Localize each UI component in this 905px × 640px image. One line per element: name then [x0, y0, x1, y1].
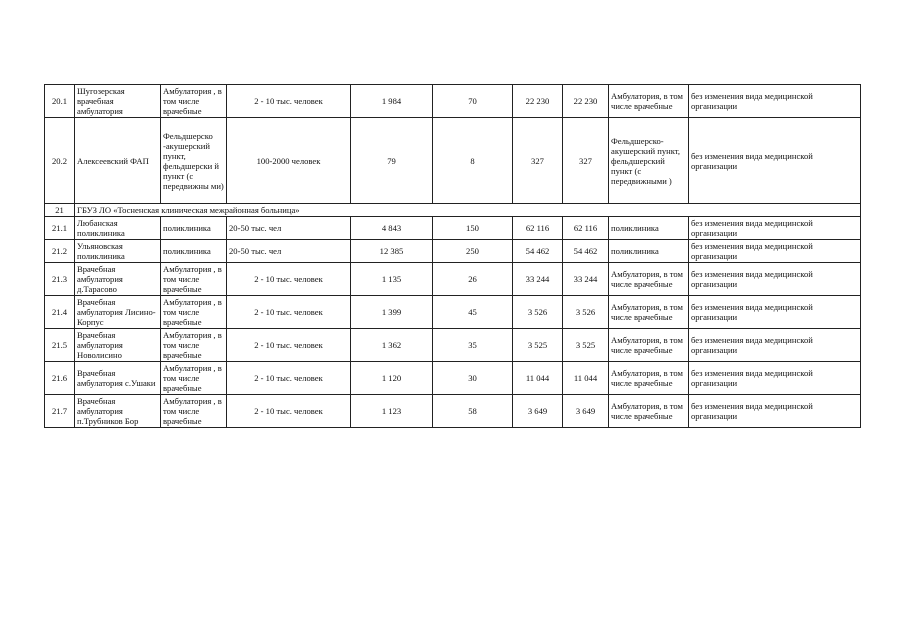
value-2: 8 — [433, 118, 513, 204]
facility-type: Фельдшерско -акушерский пункт, фельдшерски й пункт (с передвижны ми) — [161, 118, 227, 204]
row-number: 21.1 — [45, 217, 75, 240]
value-4: 54 462 — [563, 240, 609, 263]
row-number: 21.2 — [45, 240, 75, 263]
new-facility-type: Фельдшерско- акушерский пункт, фельдшерский пункт (с передвижными ) — [609, 118, 689, 204]
new-facility-type: Амбулатория, в том числе врачебные — [609, 85, 689, 118]
table-row — [45, 240, 861, 263]
row-number: 21.5 — [45, 329, 75, 362]
value-1: 79 — [351, 118, 433, 204]
value-1: 12 385 — [351, 240, 433, 263]
new-facility-type: Амбулатория, в том числе врачебные — [609, 362, 689, 395]
facility-type: поликлиника — [161, 240, 227, 263]
value-4: 3 526 — [563, 296, 609, 329]
facility-type: Амбулатория , в том числе врачебные — [161, 85, 227, 118]
table-row — [45, 263, 861, 296]
row-number: 21.6 — [45, 362, 75, 395]
note: без изменения вида медицинской организации — [689, 240, 861, 263]
value-2: 58 — [433, 395, 513, 428]
value-4: 62 116 — [563, 217, 609, 240]
note: без изменения вида медицинской организации — [689, 329, 861, 362]
value-1: 1 135 — [351, 263, 433, 296]
population-range: 100-2000 человек — [227, 118, 351, 204]
facility-name: Шугозерская врачебная амбулатория — [75, 85, 161, 118]
note: без изменения вида медицинской организации — [689, 118, 861, 204]
medical-organizations-table — [44, 84, 861, 428]
table-row — [45, 329, 861, 362]
new-facility-type: Амбулатория, в том числе врачебные — [609, 296, 689, 329]
facility-name: Алексеевский ФАП — [75, 118, 161, 204]
population-range: 2 - 10 тыс. человек — [227, 329, 351, 362]
new-facility-type: поликлиника — [609, 240, 689, 263]
value-3: 3 526 — [513, 296, 563, 329]
population-range: 2 - 10 тыс. человек — [227, 362, 351, 395]
facility-name: Врачебная амбулатория Новолисино — [75, 329, 161, 362]
value-3: 3 525 — [513, 329, 563, 362]
note: без изменения вида медицинской организации — [689, 296, 861, 329]
value-1: 4 843 — [351, 217, 433, 240]
value-2: 150 — [433, 217, 513, 240]
population-range: 2 - 10 тыс. человек — [227, 263, 351, 296]
facility-name: Ульяновская поликлиника — [75, 240, 161, 263]
value-1: 1 399 — [351, 296, 433, 329]
row-number: 21.3 — [45, 263, 75, 296]
facility-name: Врачебная амбулатория Лисино-Корпус — [75, 296, 161, 329]
value-2: 30 — [433, 362, 513, 395]
value-4: 3 525 — [563, 329, 609, 362]
new-facility-type: поликлиника — [609, 217, 689, 240]
population-range: 2 - 10 тыс. человек — [227, 85, 351, 118]
value-3: 22 230 — [513, 85, 563, 118]
facility-name: Любанская поликлиника — [75, 217, 161, 240]
row-number: 21.7 — [45, 395, 75, 428]
section-row — [45, 204, 861, 217]
note: без изменения вида медицинской организации — [689, 263, 861, 296]
table-row — [45, 85, 861, 118]
new-facility-type: Амбулатория, в том числе врачебные — [609, 263, 689, 296]
table-row — [45, 217, 861, 240]
row-number: 20.2 — [45, 118, 75, 204]
table-row — [45, 296, 861, 329]
value-3: 3 649 — [513, 395, 563, 428]
value-4: 33 244 — [563, 263, 609, 296]
new-facility-type: Амбулатория, в том числе врачебные — [609, 395, 689, 428]
new-facility-type: Амбулатория, в том числе врачебные — [609, 329, 689, 362]
population-range: 20-50 тыс. чел — [227, 240, 351, 263]
value-3: 62 116 — [513, 217, 563, 240]
facility-type: Амбулатория , в том числе врачебные — [161, 296, 227, 329]
population-range: 2 - 10 тыс. человек — [227, 395, 351, 428]
table-row — [45, 362, 861, 395]
table-row — [45, 395, 861, 428]
value-3: 54 462 — [513, 240, 563, 263]
facility-name: Врачебная амбулатория п.Трубников Бор — [75, 395, 161, 428]
value-4: 22 230 — [563, 85, 609, 118]
value-3: 33 244 — [513, 263, 563, 296]
value-1: 1 362 — [351, 329, 433, 362]
facility-name: Врачебная амбулатория с.Ушаки — [75, 362, 161, 395]
value-2: 35 — [433, 329, 513, 362]
value-2: 45 — [433, 296, 513, 329]
row-number: 21.4 — [45, 296, 75, 329]
value-1: 1 123 — [351, 395, 433, 428]
value-4: 3 649 — [563, 395, 609, 428]
value-3: 11 044 — [513, 362, 563, 395]
section-number: 21 — [45, 204, 75, 217]
population-range: 2 - 10 тыс. человек — [227, 296, 351, 329]
section-title: ГБУЗ ЛО «Тосненская клиническая межрайонная больница» — [75, 204, 861, 217]
value-1: 1 984 — [351, 85, 433, 118]
note: без изменения вида медицинской организации — [689, 217, 861, 240]
value-2: 70 — [433, 85, 513, 118]
facility-type: Амбулатория , в том числе врачебные — [161, 263, 227, 296]
value-2: 26 — [433, 263, 513, 296]
population-range: 20-50 тыс. чел — [227, 217, 351, 240]
row-number: 20.1 — [45, 85, 75, 118]
table-row — [45, 118, 861, 204]
facility-name: Врачебная амбулатория д.Тарасово — [75, 263, 161, 296]
value-1: 1 120 — [351, 362, 433, 395]
note: без изменения вида медицинской организации — [689, 85, 861, 118]
note: без изменения вида медицинской организации — [689, 395, 861, 428]
facility-type: Амбулатория , в том числе врачебные — [161, 362, 227, 395]
note: без изменения вида медицинской организации — [689, 362, 861, 395]
facility-type: Амбулатория , в том числе врачебные — [161, 329, 227, 362]
facility-type: Амбулатория , в том числе врачебные — [161, 395, 227, 428]
value-4: 327 — [563, 118, 609, 204]
value-3: 327 — [513, 118, 563, 204]
value-2: 250 — [433, 240, 513, 263]
facility-type: поликлиника — [161, 217, 227, 240]
value-4: 11 044 — [563, 362, 609, 395]
